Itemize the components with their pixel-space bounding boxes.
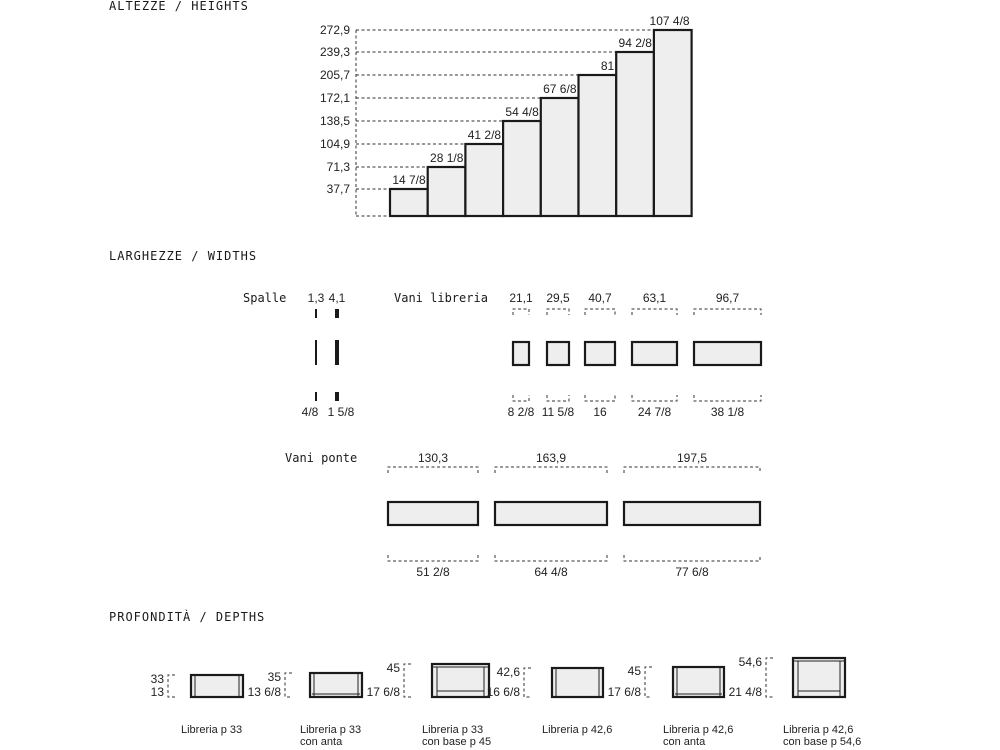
depth-bracket xyxy=(766,658,773,697)
depth-cm-label: 45 xyxy=(627,664,641,678)
depth-caption-line1: Libreria p 33 xyxy=(422,724,484,736)
libreria-cm-label: 63,1 xyxy=(642,291,667,305)
height-cm-label: 104,9 xyxy=(319,137,350,151)
height-column xyxy=(503,121,541,216)
height-cm-label: 272,9 xyxy=(319,23,350,37)
libreria-compartment xyxy=(585,342,615,365)
libreria-top-bracket xyxy=(694,309,761,315)
depth-unit xyxy=(432,664,489,697)
depth-bracket xyxy=(404,664,411,697)
depth-bracket xyxy=(524,668,531,697)
ponte-top-bracket xyxy=(495,467,607,473)
depth-unit xyxy=(673,667,724,697)
height-inch-label: 67 6/8 xyxy=(543,82,577,96)
libreria-bottom-bracket xyxy=(585,395,615,401)
depth-inch-label: 13 6/8 xyxy=(247,685,281,699)
spalle-cm-label: 4,1 xyxy=(328,291,346,305)
height-cm-label: 71,3 xyxy=(326,160,350,174)
height-inch-label: 81 xyxy=(600,59,615,73)
height-column xyxy=(390,189,428,216)
ponte-bottom-bracket xyxy=(624,555,760,561)
ponte-top-bracket xyxy=(624,467,760,473)
depth-cm-label: 54,6 xyxy=(738,655,762,669)
ponte-bottom-bracket xyxy=(495,555,607,561)
depth-inch-label: 21 4/8 xyxy=(728,685,762,699)
depth-unit xyxy=(552,668,603,697)
libreria-inch-label: 24 7/8 xyxy=(637,405,672,419)
libreria-inch-label: 8 2/8 xyxy=(507,405,535,419)
libreria-bottom-bracket xyxy=(547,395,569,401)
ponte-inch-label: 64 4/8 xyxy=(534,565,568,579)
heights-title: ALTEZZE / HEIGHTS xyxy=(109,0,249,13)
spalle-top-tick xyxy=(315,309,317,318)
depth-caption-line2: con anta xyxy=(663,736,706,748)
depth-caption-line2: con base p 45 xyxy=(422,736,492,748)
depth-cm-label: 35 xyxy=(267,670,281,684)
libreria-compartment xyxy=(547,342,569,365)
height-cm-label: 172,1 xyxy=(319,91,350,105)
libreria-cm-label: 96,7 xyxy=(715,291,740,305)
spalle-inch-label: 4/8 xyxy=(301,405,319,419)
depths-title: PROFONDITÀ / DEPTHS xyxy=(109,610,266,624)
depth-caption-line1: Libreria p 42,6 xyxy=(663,724,734,736)
depth-caption-line1: Libreria p 42,6 xyxy=(783,724,854,736)
height-inch-label: 107 4/8 xyxy=(649,14,690,28)
height-inch-label: 14 7/8 xyxy=(392,173,426,187)
libreria-bottom-bracket xyxy=(632,395,677,401)
height-inch-label: 41 2/8 xyxy=(467,128,502,142)
libreria-bottom-bracket xyxy=(513,395,529,401)
ponte-bottom-bracket xyxy=(388,555,478,561)
height-cm-label: 205,7 xyxy=(319,68,350,82)
libreria-top-bracket xyxy=(585,309,615,315)
ponte-compartment xyxy=(624,502,760,525)
heights-staircase xyxy=(320,14,692,216)
depths-diagram xyxy=(151,655,862,748)
height-column xyxy=(579,75,617,216)
depth-unit xyxy=(310,673,362,697)
ponte-compartment xyxy=(495,502,607,525)
depth-inch-label: 17 6/8 xyxy=(366,685,400,699)
depth-caption-line1: Libreria p 33 xyxy=(300,724,362,736)
libreria-compartment xyxy=(513,342,529,365)
depth-caption-line1: Libreria p 42,6 xyxy=(542,724,613,736)
spalle-cm-label: 1,3 xyxy=(307,291,325,305)
height-column xyxy=(654,30,692,216)
height-cm-label: 239,3 xyxy=(319,45,350,59)
libreria-compartment xyxy=(694,342,761,365)
depth-bracket xyxy=(285,673,292,697)
depth-inch-label: 16 6/8 xyxy=(486,685,520,699)
spalle-bottom-tick xyxy=(335,392,339,401)
libreria-top-bracket xyxy=(547,309,569,315)
libreria-bottom-bracket xyxy=(694,395,761,401)
spalle-top-tick xyxy=(335,309,339,318)
depth-caption-line2: con base p 54,6 xyxy=(783,736,862,748)
libreria-cm-label: 21,1 xyxy=(509,291,533,305)
height-cm-label: 138,5 xyxy=(319,114,350,128)
depth-cm-label: 45 xyxy=(386,661,400,675)
vani-libreria-label: Vani libreria xyxy=(394,291,488,305)
height-inch-label: 94 2/8 xyxy=(618,36,652,50)
spalle-bottom-tick xyxy=(315,392,317,401)
depth-caption-line1: Libreria p 33 xyxy=(181,724,243,736)
ponte-inch-label: 77 6/8 xyxy=(675,565,709,579)
ponte-cm-label: 163,9 xyxy=(535,451,567,465)
height-cm-label: 37,7 xyxy=(326,182,350,196)
depth-cm-label: 42,6 xyxy=(496,665,520,679)
depth-bracket xyxy=(168,675,175,697)
spalle-panel xyxy=(335,340,339,365)
libreria-inch-label: 16 xyxy=(593,405,607,419)
widths-diagram xyxy=(243,291,761,579)
height-column xyxy=(465,144,503,216)
libreria-top-bracket xyxy=(513,309,529,315)
depth-inch-label: 17 6/8 xyxy=(607,685,641,699)
ponte-top-bracket xyxy=(388,467,478,473)
depth-unit xyxy=(191,675,243,697)
spalle-panel xyxy=(315,340,317,365)
libreria-cm-label: 40,7 xyxy=(588,291,612,305)
height-column xyxy=(616,52,654,216)
spalle-label: Spalle xyxy=(243,291,287,305)
height-inch-label: 28 1/8 xyxy=(430,151,464,165)
depth-cm-label: 33 xyxy=(150,672,164,686)
libreria-inch-label: 38 1/8 xyxy=(710,405,745,419)
widths-title: LARGHEZZE / WIDTHS xyxy=(109,249,258,263)
vani-ponte-label: Vani ponte xyxy=(285,451,358,465)
depth-caption-line2: con anta xyxy=(300,736,343,748)
spalle-inch-label: 1 5/8 xyxy=(327,405,355,419)
libreria-cm-label: 29,5 xyxy=(546,291,570,305)
height-column xyxy=(428,167,466,216)
ponte-compartment xyxy=(388,502,478,525)
depth-bracket xyxy=(645,667,652,697)
libreria-compartment xyxy=(632,342,677,365)
height-column xyxy=(541,98,579,216)
libreria-top-bracket xyxy=(632,309,677,315)
ponte-inch-label: 51 2/8 xyxy=(416,565,450,579)
ponte-cm-label: 197,5 xyxy=(676,451,708,465)
depth-inch-label: 13 xyxy=(150,685,164,699)
height-inch-label: 54 4/8 xyxy=(505,105,539,119)
ponte-cm-label: 130,3 xyxy=(417,451,449,465)
libreria-inch-label: 11 5/8 xyxy=(541,405,575,419)
